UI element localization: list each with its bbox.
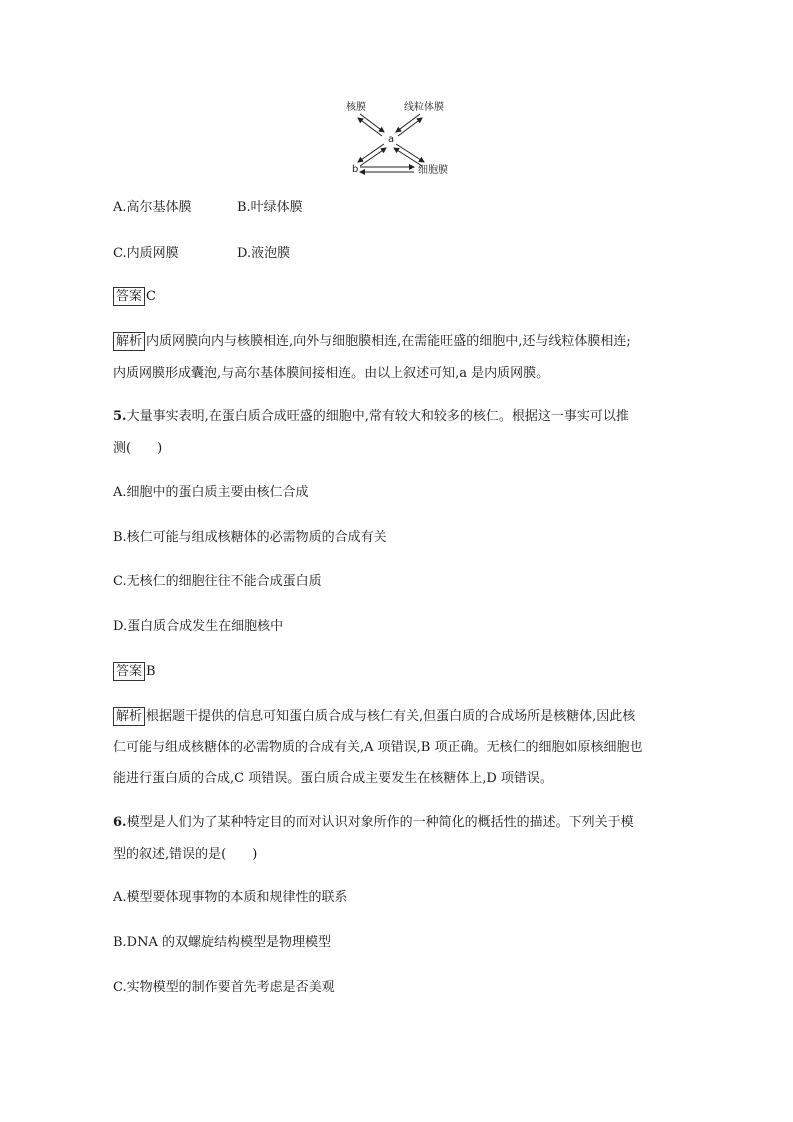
label-mitochondrial-membrane: 线粒体膜: [404, 102, 444, 113]
q5-analysis-line-2: 仁可能与组成核糖体的必需物质的合成有关,A 项错误,B 项正确。无核仁的细胞如原核细胞也: [113, 740, 643, 755]
stem-text: 大量事实表明,在蛋白质合成旺盛的细胞中,常有较大和较多的核仁。根据这一事实可以推: [126, 409, 629, 424]
q6-stem-line-1: [113, 813, 634, 833]
arrow-mito-to-a: [396, 114, 420, 132]
q5-option-c: C.无核仁的细胞往往不能合成蛋白质: [113, 574, 322, 589]
arrow-nucleus-to-a: [360, 114, 384, 132]
q5-analysis-line-3: 能进行蛋白质的合成,C 项错误。蛋白质合成主要发生在核糖体上,D 项错误。: [113, 771, 553, 786]
label-nuclear-membrane: 核膜: [346, 102, 366, 113]
q5-stem-line-2: 测( ): [113, 441, 163, 456]
stem-text: 模型是人们为了某种特定目的而对认识对象所作的一种简化的概括性的描述。下列关于模: [126, 815, 634, 830]
q4-analysis-line-2: 内质网膜形成囊泡,与高尔基体膜间接相连。由以上叙述可知,a 是内质网膜。: [113, 366, 550, 381]
q4-analysis-line-1: [113, 332, 631, 352]
analysis-tag: 解析: [113, 332, 145, 351]
label-cell-membrane: 细胞膜: [418, 165, 448, 176]
label-b: b: [352, 164, 359, 175]
q6-option-a: A.模型要体现事物的本质和规律性的联系: [113, 890, 348, 905]
analysis-tag: 解析: [113, 707, 145, 726]
arrow-a-to-nucleus: [358, 118, 382, 136]
arrow-a-to-mito: [398, 118, 422, 136]
diagram-svg: [320, 96, 480, 180]
q5-analysis-line-1: [113, 707, 635, 727]
q4-option-d: D.液泡膜: [237, 246, 291, 261]
q4-option-b: B.叶绿体膜: [237, 200, 303, 215]
analysis-text: 根据题干提供的信息可知蛋白质合成与核仁有关,但蛋白质的合成场所是核糖体,因此核: [146, 709, 636, 724]
answer-value: C: [146, 289, 156, 304]
arrow-b-to-a: [360, 148, 386, 166]
q4-option-c: C.内质网膜: [113, 246, 179, 261]
arrow-cell-to-a: [394, 148, 422, 166]
q5-answer: [113, 662, 156, 682]
q5-option-b: B.核仁可能与组成核糖体的必需物质的合成有关: [113, 530, 387, 545]
q4-answer: [113, 287, 156, 307]
analysis-text: 内质网膜向内与核膜相连,向外与细胞膜相连,在需能旺盛的细胞中,还与线粒体膜相连;: [146, 334, 631, 349]
q5-option-a: A.细胞中的蛋白质主要由核仁合成: [113, 485, 309, 500]
arrow-a-to-cell: [396, 144, 424, 162]
answer-tag: 答案: [113, 287, 145, 306]
q6-option-c: C.实物模型的制作要首先考虑是否美观: [113, 980, 335, 995]
answer-tag: 答案: [113, 662, 145, 681]
label-a: a: [388, 134, 395, 145]
q5-option-d: D.蛋白质合成发生在细胞核中: [113, 619, 284, 634]
q6-stem-line-2: 型的叙述,错误的是( ): [113, 847, 258, 862]
answer-value: B: [146, 664, 156, 679]
membrane-relation-diagram: [320, 96, 480, 180]
question-number: 6.: [113, 815, 127, 830]
q6-option-b: B.DNA 的双螺旋结构模型是物理模型: [113, 935, 332, 950]
q4-option-a: A.高尔基体膜: [113, 200, 192, 215]
question-number: 5.: [113, 409, 127, 424]
q5-stem-line-1: [113, 407, 629, 427]
arrow-a-to-b: [358, 144, 384, 162]
